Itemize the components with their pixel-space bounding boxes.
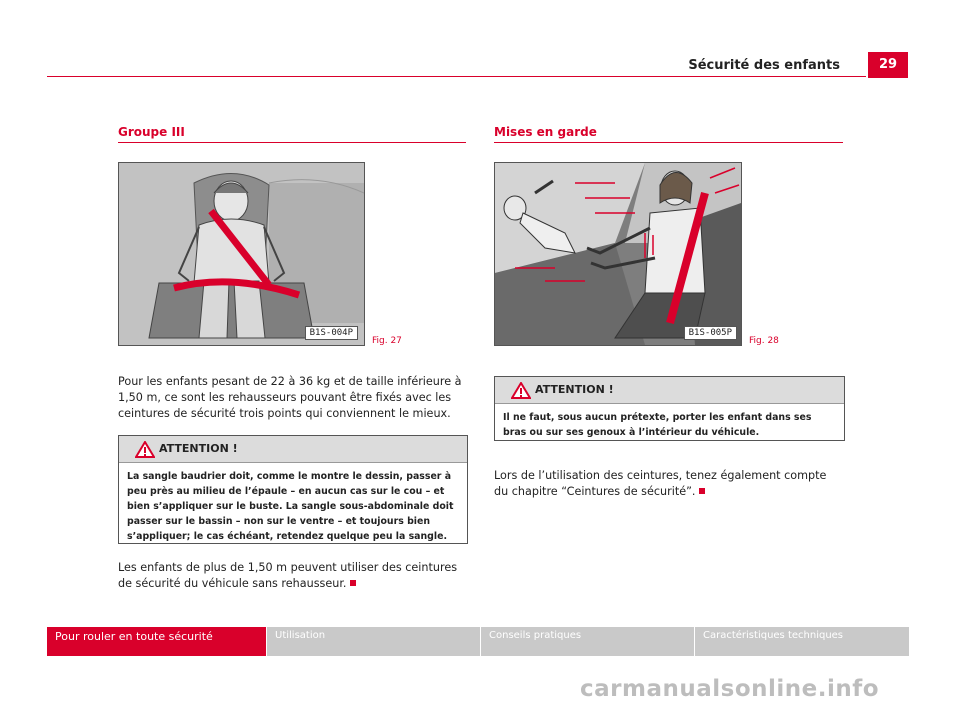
section-rule (494, 142, 843, 143)
warning-label: ATTENTION ! (159, 442, 238, 455)
running-header-title: Sécurité des enfants (688, 58, 840, 73)
watermark: carmanualsonline.info (580, 676, 880, 702)
warning-label: ATTENTION ! (535, 383, 614, 396)
intro-paragraph: Pour les enfants pesant de 22 à 36 kg et de taille inférieure à 1,50 m, ce sont les rehausseurs pouvant être fixés avec les ceintures de sécurité trois points qui conviennent le mieux. (118, 375, 462, 420)
chapter-tab-caracteristiques[interactable]: Caractéristiques techniques (694, 627, 909, 656)
warning-box-arms (494, 376, 845, 441)
header-rule (47, 76, 866, 77)
warning-triangle-icon (135, 441, 155, 458)
booster-seat-illustration (119, 163, 364, 345)
figure-child-booster-seat (118, 162, 365, 346)
page-number: 29 (868, 52, 908, 78)
figure-code: B1S-005P (684, 326, 737, 340)
figure-code: B1S-004P (305, 326, 358, 340)
reference-paragraph (494, 468, 839, 500)
end-of-section-mark (699, 488, 705, 494)
section-title-mises-en-garde: Mises en garde (494, 125, 597, 139)
end-of-section-mark (350, 580, 356, 586)
warning-header (495, 377, 844, 404)
chapter-tab-securite[interactable]: Pour rouler en toute sécurité (47, 627, 266, 656)
reference-text: Lors de l’utilisation des ceintures, tenez également compte du chapitre “Ceintures de sécurité”. (494, 469, 827, 498)
chapter-nav-bar (47, 627, 909, 656)
warning-triangle-icon (511, 382, 531, 399)
chapter-tab-conseils[interactable]: Conseils pratiques (480, 627, 694, 656)
child-in-arms-illustration (495, 163, 741, 345)
outro-text: Les enfants de plus de 1,50 m peuvent utiliser des ceintures de sécurité du véhicule sans rehausseur. (118, 561, 458, 590)
warning-header (119, 436, 467, 463)
warning-box-belt (118, 435, 468, 544)
section-title-groupe-iii: Groupe III (118, 125, 185, 139)
outro-paragraph (118, 560, 463, 592)
warning-text: La sangle baudrier doit, comme le montre le dessin, passer à peu près au milieu de l’épaule – en aucun cas sur le cou – et bien s’appliquer sur le buste. La sangle sous-abdominale doit passer sur le bassin – non sur le ventre – et toujours bien s’appliquer; le cas échéant, retendez quelque peu la sangle. (127, 471, 454, 542)
figure-child-in-arms (494, 162, 742, 346)
figure-caption: Fig. 27 (372, 336, 402, 346)
figure-caption: Fig. 28 (749, 336, 779, 346)
section-rule (118, 142, 466, 143)
chapter-tab-utilisation[interactable]: Utilisation (266, 627, 480, 656)
warning-text: Il ne faut, sous aucun prétexte, porter les enfant dans ses bras ou sur ses genoux à l’intérieur du véhicule. (503, 412, 812, 438)
